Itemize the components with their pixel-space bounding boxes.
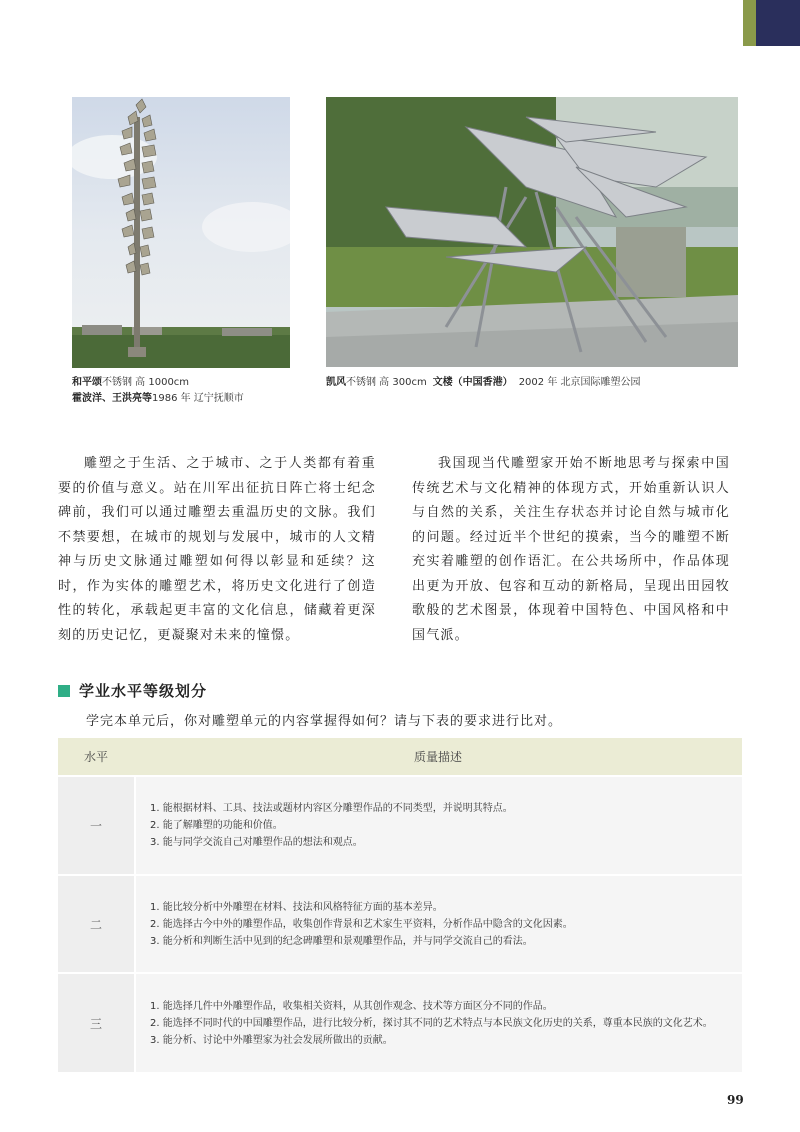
list-item: 2. 能了解雕塑的功能和价值。 [150, 820, 283, 831]
caption-author: 文楼（中国香港） [432, 377, 513, 388]
table-row [58, 777, 742, 874]
section-title: 学业水平等级划分 [79, 682, 208, 700]
header-level: 水平 [83, 750, 108, 764]
level-cell: 二 [89, 917, 102, 932]
caption-detail: 1986 年 辽宁抚顺市 [152, 393, 244, 404]
corner-navy-block [756, 0, 800, 46]
level-table [58, 738, 742, 1072]
body-paragraph-right: 我国现当代雕塑家开始不断地思考与探索中国传统艺术与文化精神的体现方式，开始重新认识人与自然的关系，关注生存状态并讨论自然与城市化的问题。经过近半个世纪的摸索，当今的雕塑不断充实着雕塑的创作语汇。在公共场所中，作品体现出更为开放、包容和互动的新格局，呈现出田园牧歌般的艺术图景，体现着中国特色、中国风格和中国气派。 [412, 456, 730, 643]
caption-detail: 不锈钢 高 300cm [346, 377, 427, 388]
section-intro: 学完本单元后，你对雕塑单元的内容掌握得如何？请与下表的要求进行比对。 [86, 714, 563, 729]
page-number: 99 [727, 1093, 744, 1107]
list-item: 1. 能比较分析中外雕塑在材料、技法和风格特征方面的基本差异。 [150, 901, 443, 913]
list-item: 3. 能分析和判断生活中见到的纪念碑雕塑和景观雕塑作品，并与同学交流自己的看法。 [150, 935, 533, 947]
body-paragraph-left: 雕塑之于生活、之于城市、之于人类都有着重要的价值与意义。站在川军出征抗日阵亡将士纪念碑前，我们可以通过雕塑去重温历史的文脉。我们不禁要想，在城市的规划与发展中，城市的人文精神与历史文脉通过雕塑如何得以彰显和延续？这时，作为实体的雕塑艺术，将历史文化进行了创造性的转化，承载起更丰富的文化信息，储藏着更深刻的历史记忆，更凝聚对未来的憧憬。 [58, 456, 376, 643]
caption-place: 2002 年 北京国际雕塑公园 [518, 377, 641, 388]
table-row [58, 974, 742, 1072]
corner-olive-block [743, 0, 756, 46]
caption-title: 凯风 [326, 377, 346, 388]
caption-title: 和平颂 [72, 377, 102, 388]
level-cell: 一 [89, 819, 102, 833]
desc-cell [134, 974, 742, 1072]
caption-author: 霍波洋、王洪亮等 [72, 393, 152, 404]
list-item: 1. 能根据材料、工具、技法或题材内容区分雕塑作品的不同类型，并说明其特点。 [150, 803, 513, 814]
sculpture-photo-peace [72, 97, 290, 368]
list-item: 2. 能选择古今中外的雕塑作品，收集创作背景和艺术家生平资料，分析作品中隐含的文化因素。 [150, 918, 573, 930]
header-desc: 质量描述 [413, 750, 462, 764]
desc-cell [134, 876, 742, 972]
list-item: 2. 能选择不同时代的中国雕塑作品，进行比较分析，探讨其不同的艺术特点与本民族文化历史的关系，尊重本民族的文化艺术。 [150, 1017, 713, 1029]
list-item: 3. 能分析、讨论中外雕塑家为社会发展所做出的贡献。 [150, 1034, 393, 1046]
list-item: 1. 能选择几件中外雕塑作品，收集相关资料，从其创作观念、技术等方面区分不同的作品。 [150, 1000, 553, 1012]
caption-peace [72, 375, 244, 407]
desc-cell [134, 777, 742, 874]
sculpture-photo-kaifeng [326, 97, 738, 367]
caption-detail: 不锈钢 高 1000cm [102, 377, 190, 388]
caption-kaifeng [326, 375, 641, 391]
level-cell: 三 [89, 1016, 102, 1031]
table-row [58, 876, 742, 972]
section-square-icon [58, 685, 70, 697]
list-item: 3. 能与同学交流自己对雕塑作品的想法和观点。 [150, 837, 363, 848]
table-header [58, 738, 742, 775]
section-heading [58, 680, 207, 701]
